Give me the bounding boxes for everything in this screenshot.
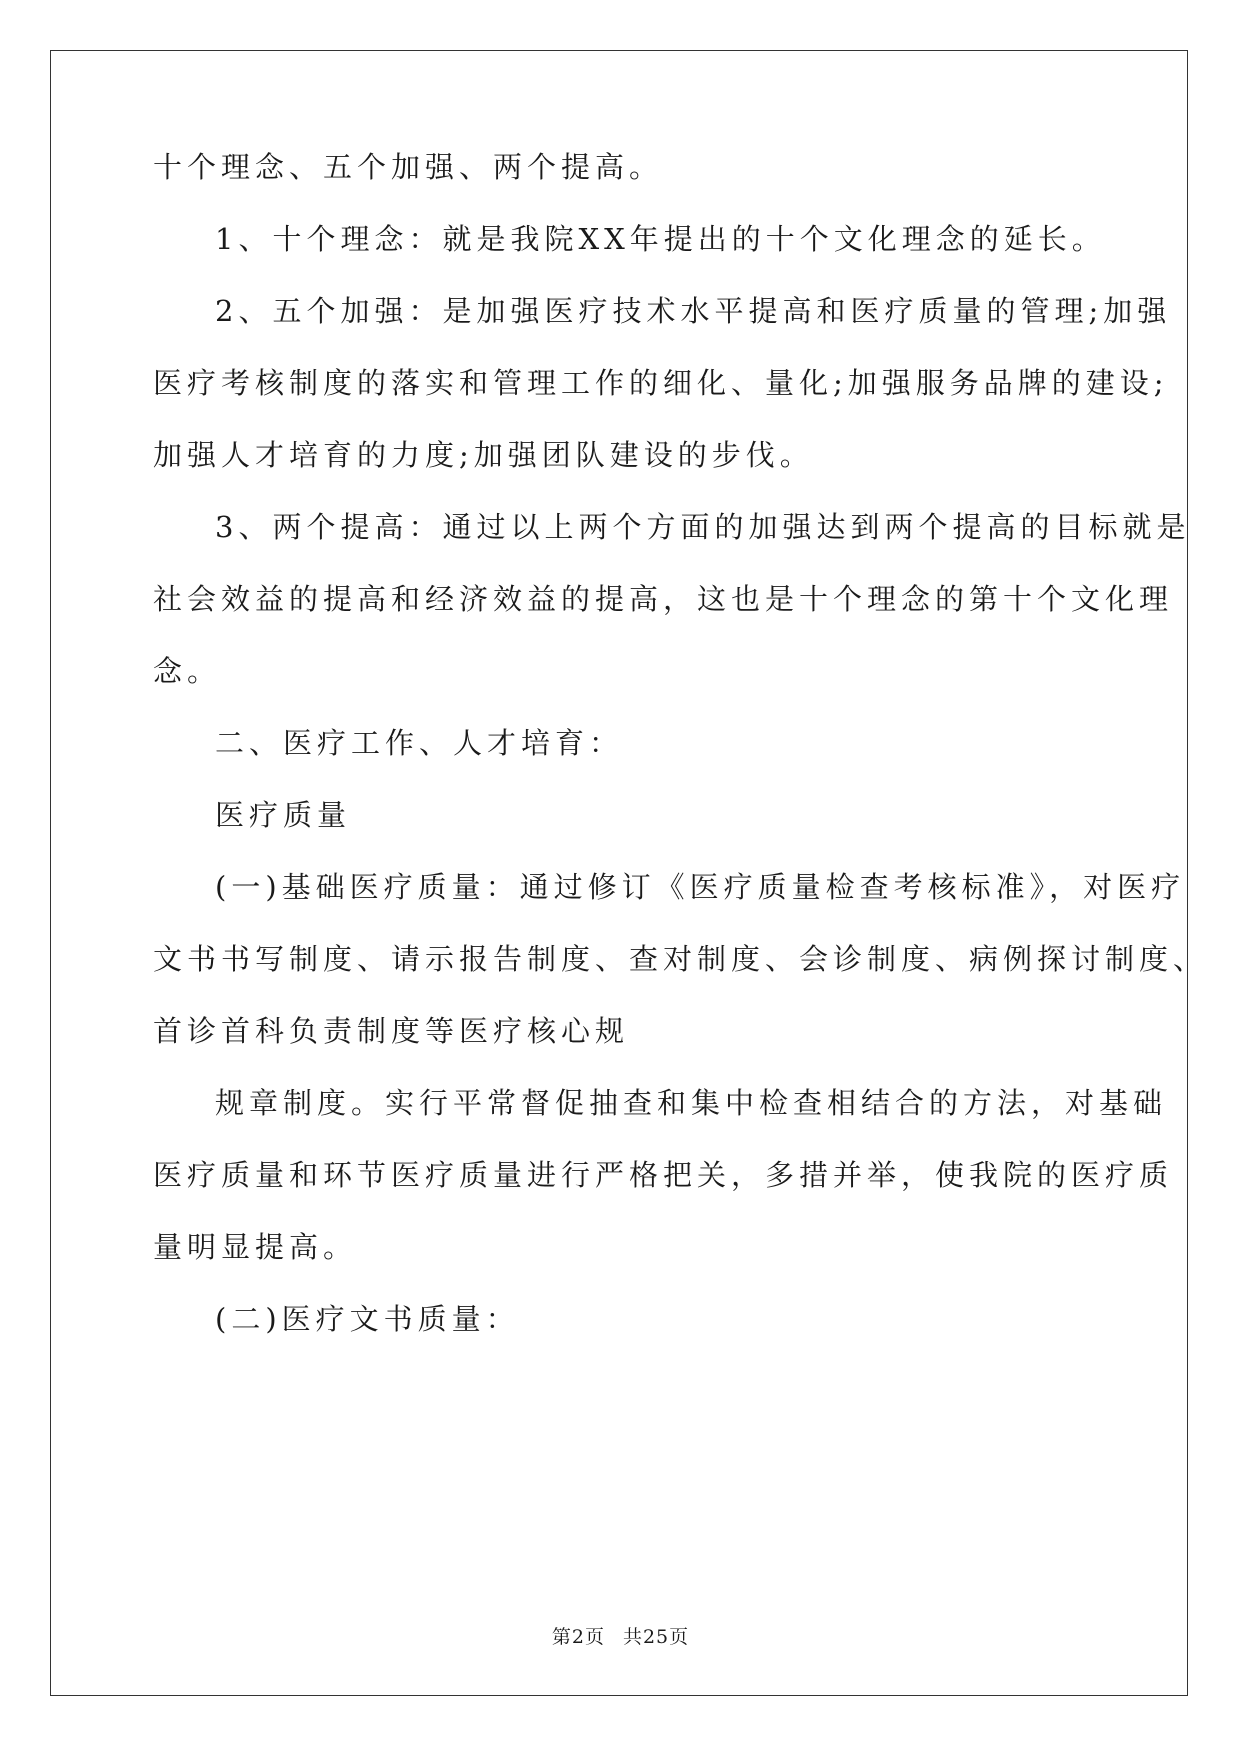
text-line: 3、两个提高：通过以上两个方面的加强达到两个提高的目标就是 [215,510,1191,544]
text-line: (二)医疗文书质量： [215,1302,520,1336]
text-line: 医疗质量和环节医疗质量进行严格把关，多措并举，使我院的医疗质 [153,1158,1174,1192]
text-line: 规章制度。实行平常督促抽查和集中检查相结合的方法，对基础 [215,1086,1168,1120]
total-label-suffix: 页 [669,1626,690,1648]
text-line: 首诊首科负责制度等医疗核心规 [153,1014,630,1048]
text-line: 文书书写制度、请示报告制度、查对制度、会诊制度、病例探讨制度、 [153,942,1208,976]
page-total: 25 [642,1626,670,1648]
text-line: 加强人才培育的力度;加强团队建设的步伐。 [153,438,814,472]
page-footer [0,1622,1241,1649]
subsection-heading: 医疗质量 [215,798,352,832]
total-label-prefix: 共 [622,1626,643,1648]
text-line: 2、五个加强：是加强医疗技术水平提高和医疗质量的管理;加强 [215,294,1172,328]
text-line: 社会效益的提高和经济效益的提高，这也是十个理念的第十个文化理 [153,582,1174,616]
page-label-prefix: 第 [551,1626,572,1648]
text-line: 1、十个理念：就是我院XX年提出的十个文化理念的延长。 [215,222,1106,256]
page-current: 2 [571,1626,585,1648]
text-line: 医疗考核制度的落实和管理工作的细化、量化;加强服务品牌的建设; [153,366,1169,400]
text-line: (一)基础医疗质量：通过修订《医疗质量检查考核标准》，对医疗 [215,870,1186,904]
text-line: 十个理念、五个加强、两个提高。 [153,150,664,184]
text-line: 念。 [153,654,222,688]
section-heading: 二、医疗工作、人才培育： [215,726,624,760]
text-line: 量明显提高。 [153,1230,358,1264]
page-label-suffix: 页 [584,1626,605,1648]
